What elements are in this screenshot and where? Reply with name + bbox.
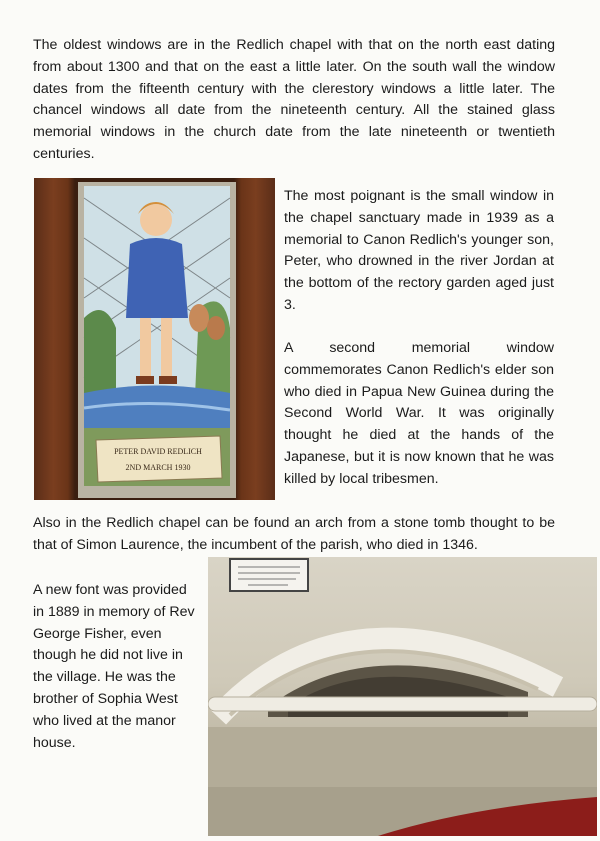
font-paragraph: A new font was provided in 1889 in memory of Rev George Fisher, even though he did not live in the village. He was the brother of Sophia West who lived at the manor house.	[33, 582, 195, 751]
stone-tomb-arch-photo	[208, 557, 597, 836]
memorial-scroll-line2: 2ND MARCH 1930	[125, 463, 191, 472]
intro-paragraph: The oldest windows are in the Redlich chapel with that on the north east dating from about 1300 and that on the east a little later. On the south wall the window dates from the fifteenth century with the clerestory windows a little later. The chancel windows all date from the nineteenth century. All the stained glass memorial windows in the church date from the late nineteenth or twentieth centuries.	[33, 37, 555, 162]
tomb-arch-paragraph: Also in the Redlich chapel can be found an arch from a stone tomb thought to be that of Simon Laurence, the incumbent of the parish, who died in 1346.	[33, 515, 555, 553]
tomb-arch-illustration	[208, 557, 597, 836]
stained-glass-illustration	[34, 178, 275, 500]
memorial-scroll-line1: PETER DAVID REDLICH	[114, 447, 202, 456]
poignant-window-paragraph: The most poignant is the small window in the chapel sanctuary made in 1939 as a memorial to Canon Redlich's younger son, Peter, who drowned in the river Jordan at the bottom of the rectory garden aged just 3.	[284, 188, 554, 313]
framed-notice	[230, 559, 308, 591]
second-memorial-paragraph: A second memorial window commemorates Canon Redlich's elder son who died in Papua New Guinea during the Second World War. It was originally thought he died at the hands of the Japanese, but it is now known that he was killed by local tribesmen.	[284, 340, 554, 487]
stained-glass-window-photo	[34, 178, 275, 500]
